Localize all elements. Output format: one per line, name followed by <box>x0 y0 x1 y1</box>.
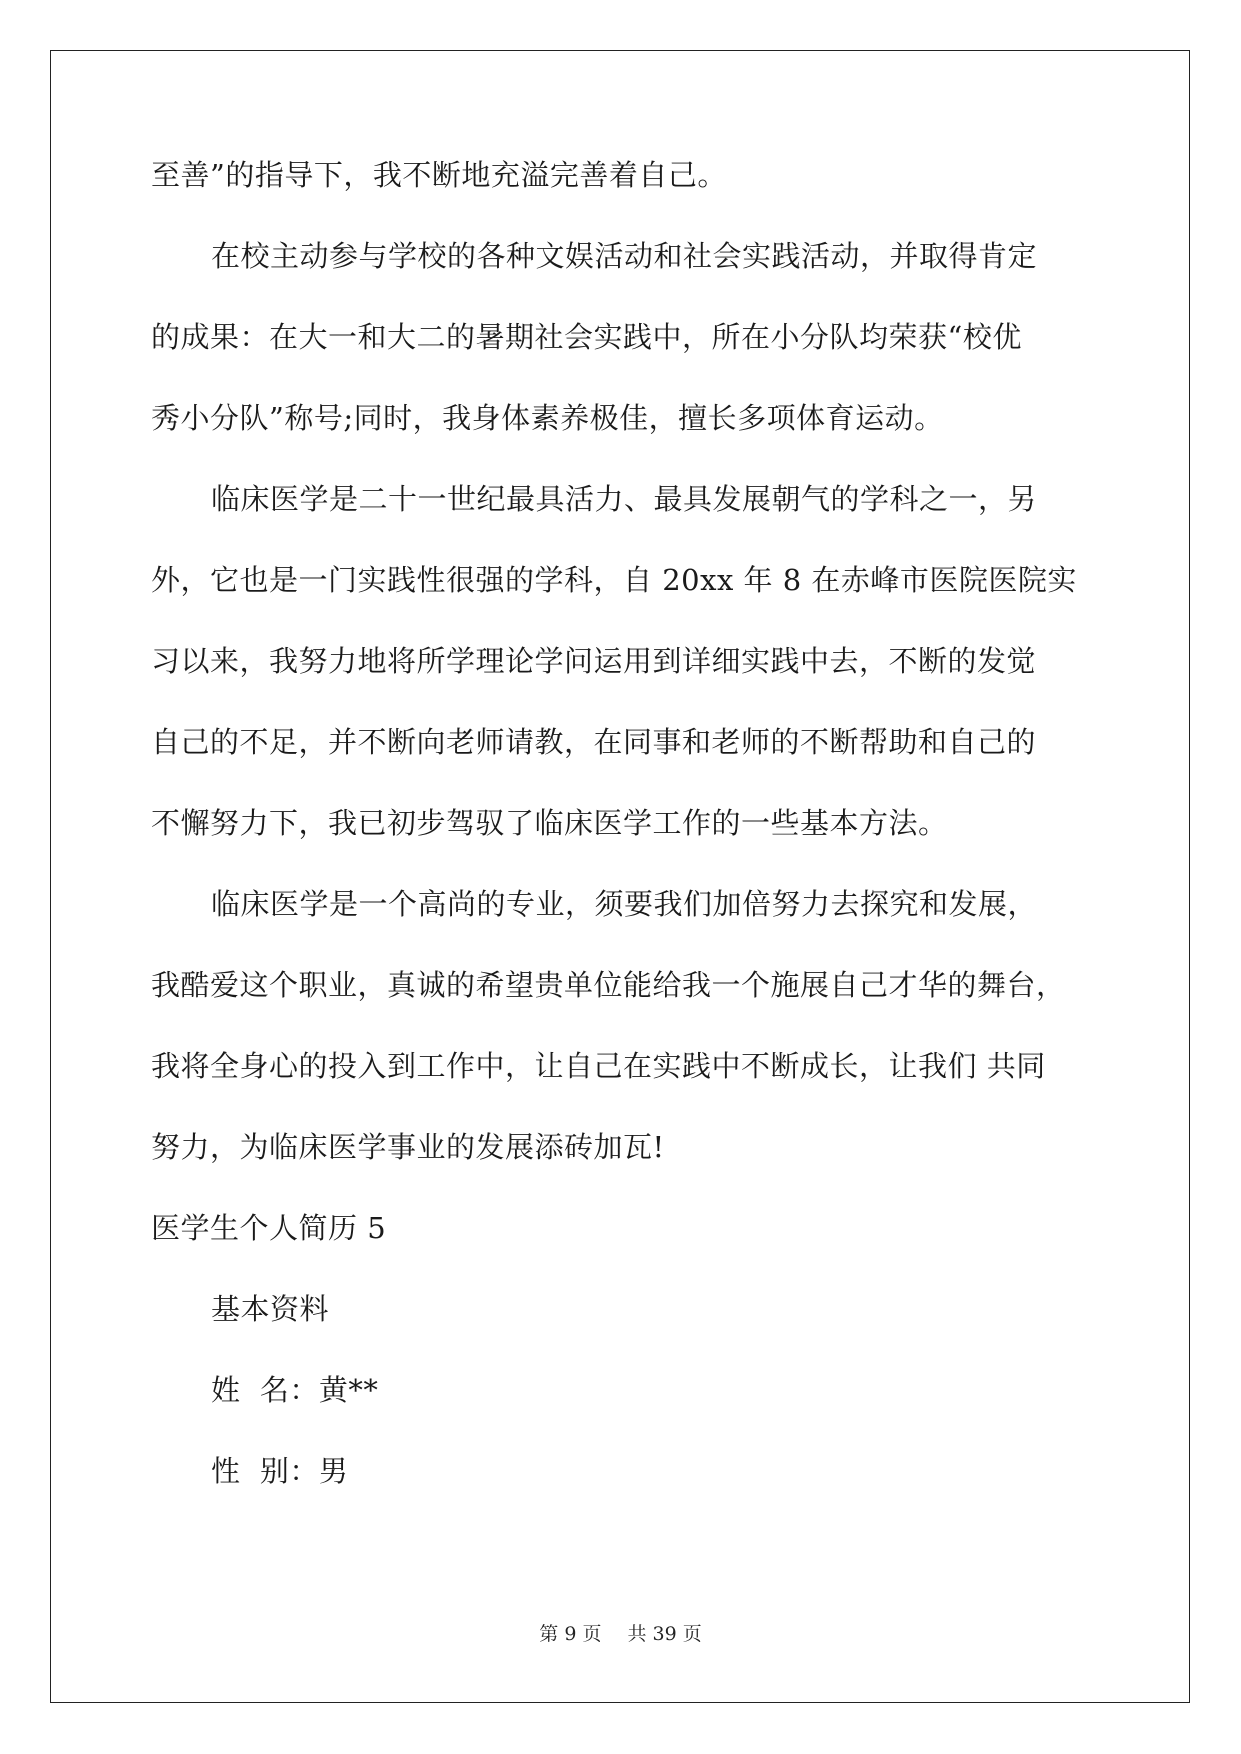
subsection-heading: 基本资料 <box>211 1292 330 1326</box>
page-number: 第 9 页 <box>539 1623 602 1645</box>
text-line-12: 我将全身心的投入到工作中，让自己在实践中不断成长，让我们 共同 <box>151 1049 1046 1083</box>
page-footer <box>0 1622 1241 1646</box>
text-line-5: 临床医学是二十一世纪最具活力、最具发展朝气的学科之一，另 <box>211 482 1038 516</box>
section-heading: 医学生个人简历 5 <box>151 1211 387 1245</box>
text-line-11: 我酷爱这个职业，真诚的希望贵单位能给我一个施展自己才华的舞台， <box>151 968 1066 1002</box>
text-line-3: 的成果：在大一和大二的暑期社会实践中，所在小分队均荣获“校优 <box>151 320 1022 354</box>
text-line-2: 在校主动参与学校的各种文娱活动和社会实践活动，并取得肯定 <box>211 239 1038 273</box>
page-total: 共 39 页 <box>627 1623 702 1645</box>
field-gender: 性 别：男 <box>211 1454 349 1488</box>
text-line-13: 努力，为临床医学事业的发展添砖加瓦! <box>151 1130 665 1164</box>
document-body <box>151 160 1091 1537</box>
text-line-1: 至善”的指导下，我不断地充溢完善着自己。 <box>151 158 727 192</box>
text-line-7: 习以来，我努力地将所学理论学问运用到详细实践中去，不断的发觉 <box>151 644 1037 678</box>
text-line-4: 秀小分队”称号;同时，我身体素养极佳，擅长多项体育运动。 <box>151 401 944 435</box>
text-line-8: 自己的不足，并不断向老师请教，在同事和老师的不断帮助和自己的 <box>151 725 1037 759</box>
text-line-6: 外，它也是一门实践性很强的学科，自 20xx 年 8 在赤峰市医院医院实 <box>151 563 1077 597</box>
text-line-10: 临床医学是一个高尚的专业，须要我们加倍努力去探究和发展， <box>211 887 1038 921</box>
text-line-9: 不懈努力下，我已初步驾驭了临床医学工作的一些基本方法。 <box>151 806 948 840</box>
field-name: 姓 名：黄** <box>211 1373 379 1407</box>
